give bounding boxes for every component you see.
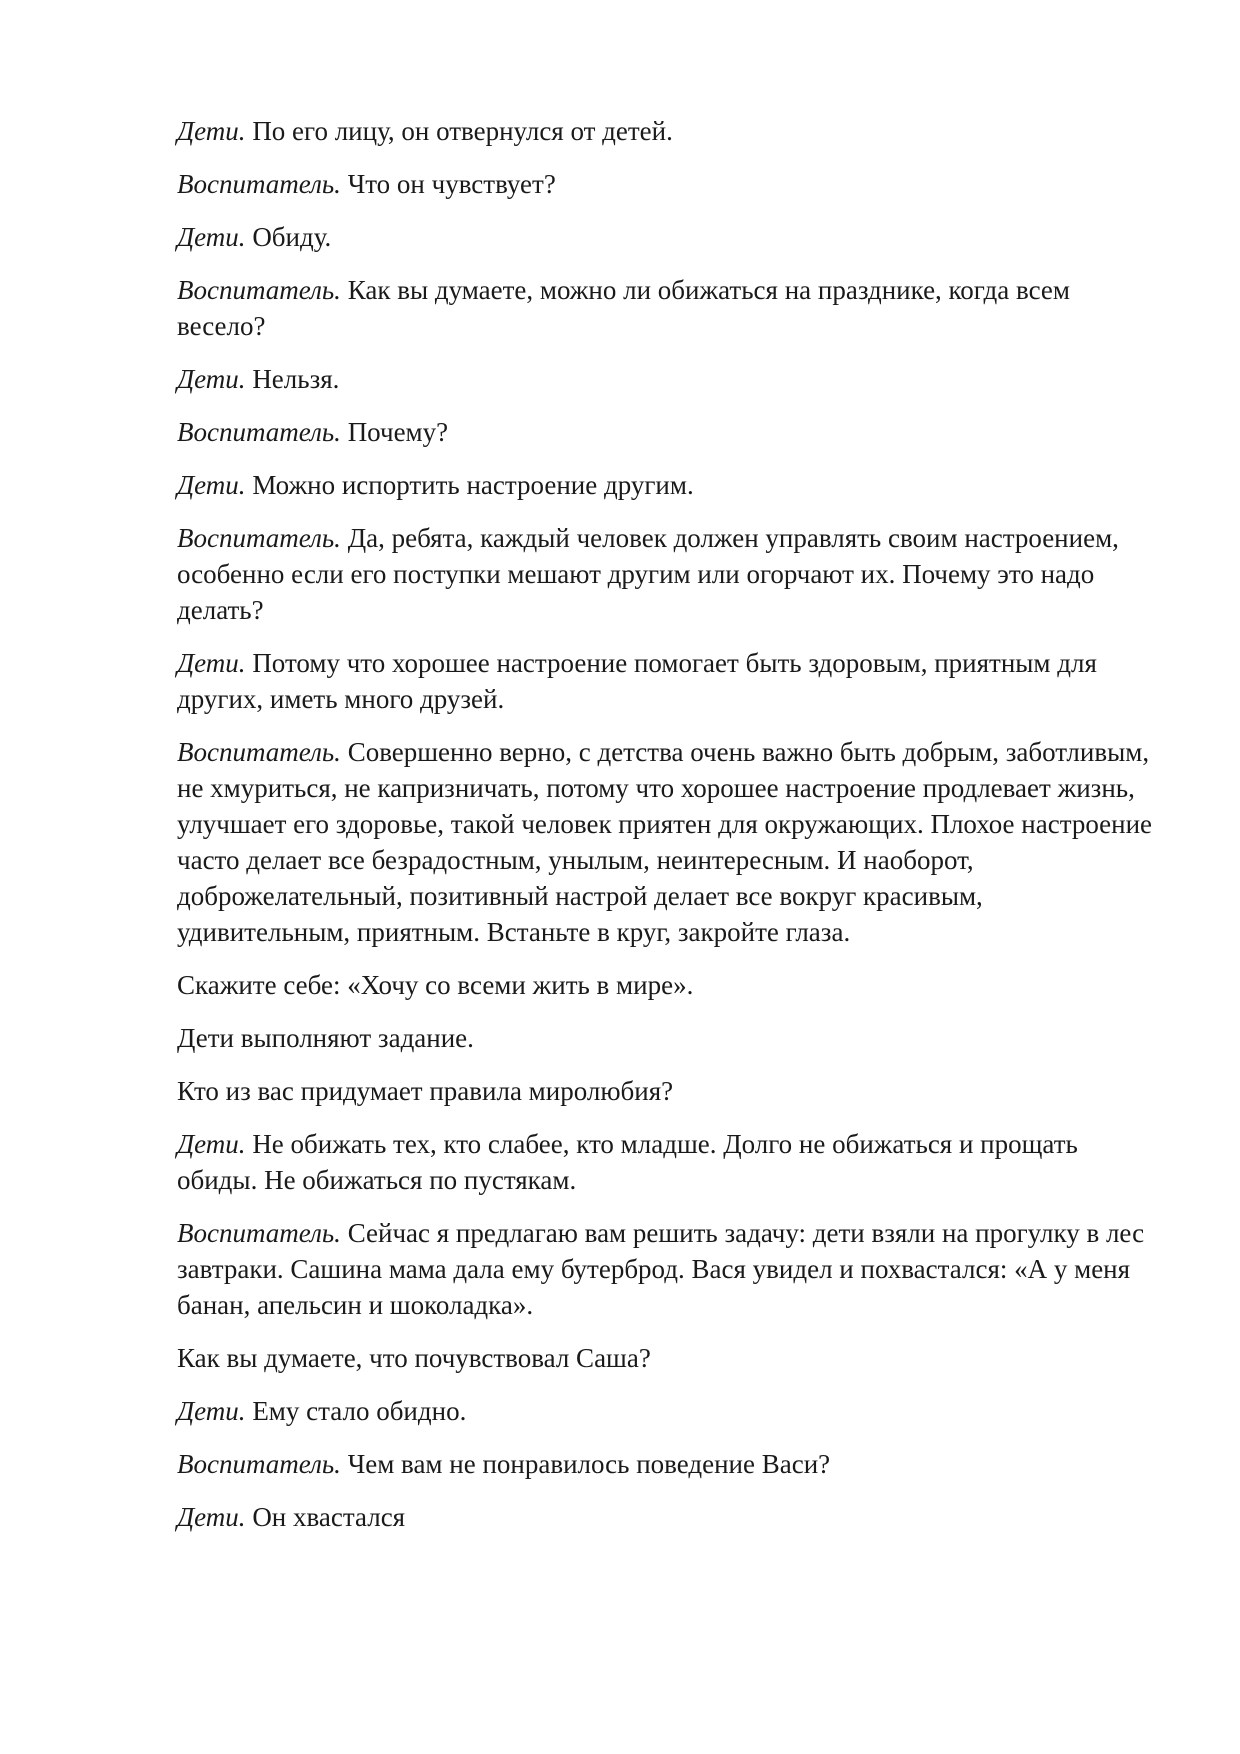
speaker-label: Воспитатель. (177, 1449, 341, 1479)
dialogue-paragraph (177, 1446, 1157, 1482)
document-body (177, 113, 1157, 1552)
speaker-label: Дети. (177, 222, 246, 252)
paragraph-text: Можно испортить настроение другим. (245, 470, 694, 500)
speaker-label: Воспитатель. (177, 169, 341, 199)
paragraph-text: Как вы думаете, можно ли обижаться на празднике, когда всем весело? (177, 275, 1070, 341)
speaker-label: Воспитатель. (177, 1218, 341, 1248)
paragraph-text: Кто из вас придумает правила миролюбия? (177, 1076, 674, 1106)
paragraph-text: Нельзя. (245, 364, 340, 394)
dialogue-paragraph (177, 166, 1157, 202)
dialogue-paragraph (177, 645, 1157, 717)
paragraph-text: Не обижать тех, кто слабее, кто младше. Долго не обижаться и прощать обиды. Не обижаться по пустякам. (177, 1129, 1078, 1195)
speaker-label: Воспитатель. (177, 275, 341, 305)
paragraph-text: Он хвастался (245, 1502, 406, 1532)
paragraph-text: Скажите себе: «Хочу со всеми жить в мире». (177, 970, 694, 1000)
narration-paragraph (177, 1020, 1157, 1056)
narration-paragraph (177, 967, 1157, 1003)
narration-paragraph (177, 1073, 1157, 1109)
speaker-label: Дети. (177, 1502, 246, 1532)
paragraph-text: Как вы думаете, что почувствовал Саша? (177, 1343, 651, 1373)
speaker-label: Воспитатель. (177, 417, 341, 447)
speaker-label: Дети. (177, 364, 246, 394)
paragraph-text: Ему стало обидно. (245, 1396, 467, 1426)
narration-paragraph (177, 1340, 1157, 1376)
dialogue-paragraph (177, 520, 1157, 628)
speaker-label: Дети. (177, 648, 246, 678)
speaker-label: Дети. (177, 1396, 246, 1426)
paragraph-text: Потому что хорошее настроение помогает быть здоровым, приятным для других, иметь много друзей. (177, 648, 1097, 714)
paragraph-text: Сейчас я предлагаю вам решить задачу: дети взяли на прогулку в лес завтраки. Сашина мама дала ему бутерброд. Вася увидел и похвастался: «А у меня банан, апельсин и шоколадка». (177, 1218, 1145, 1320)
dialogue-paragraph (177, 1499, 1157, 1535)
dialogue-paragraph (177, 414, 1157, 450)
speaker-label: Воспитатель. (177, 523, 341, 553)
paragraph-text: Чем вам не понравилось поведение Васи? (340, 1449, 831, 1479)
paragraph-text: По его лицу, он отвернулся от детей. (245, 116, 673, 146)
dialogue-paragraph (177, 1215, 1157, 1323)
paragraph-text: Что он чувствует? (340, 169, 556, 199)
paragraph-text: Почему? (340, 417, 449, 447)
dialogue-paragraph (177, 219, 1157, 255)
dialogue-paragraph (177, 113, 1157, 149)
paragraph-text: Дети выполняют задание. (177, 1023, 474, 1053)
dialogue-paragraph (177, 734, 1157, 950)
paragraph-text: Да, ребята, каждый человек должен управлять своим настроением, особенно если его поступки мешают другим или огорчают их. Почему это надо делать? (177, 523, 1119, 625)
dialogue-paragraph (177, 1126, 1157, 1198)
speaker-label: Дети. (177, 116, 246, 146)
dialogue-paragraph (177, 467, 1157, 503)
dialogue-paragraph (177, 1393, 1157, 1429)
dialogue-paragraph (177, 272, 1157, 344)
paragraph-text: Совершенно верно, с детства очень важно быть добрым, заботливым, не хмуриться, не капризничать, потому что хорошее настроение продлевает жизнь, улучшает его здоровье, такой человек приятен для окружающих. Плохое настроение часто делает все безрадостным, унылым, неинтересным. И наоборот, доброжелательный, позитивный настрой делает все вокруг красивым, удивительным, приятным. Встаньте в круг, закройте глаза. (177, 737, 1153, 947)
speaker-label: Дети. (177, 470, 246, 500)
dialogue-paragraph (177, 361, 1157, 397)
paragraph-text: Обиду. (245, 222, 332, 252)
speaker-label: Дети. (177, 1129, 246, 1159)
speaker-label: Воспитатель. (177, 737, 341, 767)
